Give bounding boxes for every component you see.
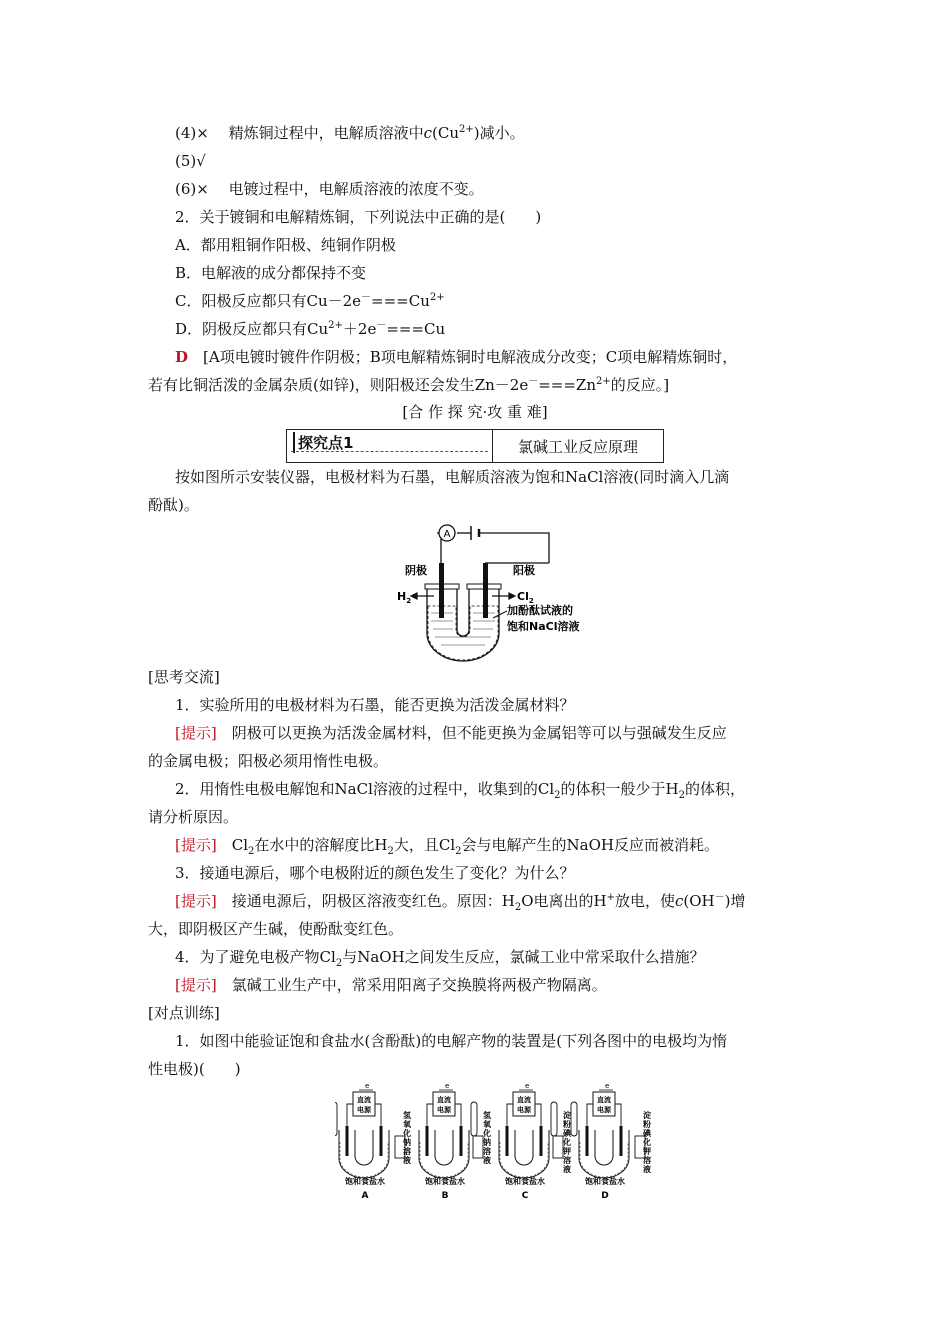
- side-solution-label: 钾: [643, 1147, 651, 1156]
- cathode-electrode: [439, 563, 444, 618]
- electrode-right: [540, 1126, 543, 1156]
- inquiry-topic: 氯碱工业反应原理: [517, 437, 638, 456]
- wire-left: [587, 1104, 593, 1128]
- think-question-4: 4．为了避免电极产物$Cl_2$与NaOH之间发生反应，氯碱工业中常采取什么措施？: [175, 948, 705, 969]
- tip-3-cont: 大，即阴极区产生碱，使酚酞变红色。: [148, 920, 404, 938]
- side-solution-label: 溶: [483, 1147, 491, 1156]
- option-label: C: [521, 1191, 529, 1201]
- answer-line-4: (4)× 精炼铜过程中，电解质溶液中$c(Cu^{2+})$减小。: [175, 124, 525, 142]
- option-label: A: [361, 1191, 369, 1201]
- power-label-2: 电源: [597, 1106, 611, 1114]
- electrode-left: [426, 1126, 429, 1156]
- option-label: D: [601, 1191, 609, 1201]
- dashed-rule: [291, 451, 488, 452]
- tip-1-cont: 的金属电极；阳极必须用惰性电极。: [148, 752, 389, 770]
- wire-right: [535, 1104, 541, 1128]
- option-a: A．都用粗铜作阳极、纯铜作阴极: [175, 236, 396, 254]
- think-question-3: 3．接通电源后，哪个电极附近的颜色发生了变化？为什么？: [175, 864, 575, 882]
- think-question-2: 2．用惰性电极电解饱和NaCl溶液的过程中，收集到的$Cl_2$的体积一般少于$H_2$的体积，: [175, 780, 746, 801]
- answer-line-6: (6)× 电镀过程中，电解质溶液的浓度不变。: [175, 180, 484, 198]
- electron-label: e: [605, 1082, 610, 1090]
- question-2: 2．关于镀铜和电解精炼铜，下列说法中正确的是( ): [175, 208, 542, 226]
- power-label-1: 直流: [437, 1096, 451, 1104]
- intro-line-2: 酚酞)。: [148, 496, 199, 514]
- power-label-2: 电源: [357, 1106, 371, 1114]
- side-solution-label: 淀: [563, 1111, 571, 1120]
- anode-electrode: [483, 563, 488, 618]
- saltwater-label: 饱和食盐水: [505, 1177, 545, 1186]
- side-solution-label: 液: [403, 1156, 411, 1165]
- side-solution-label: 化: [643, 1138, 651, 1147]
- side-solution-label: 钠: [403, 1138, 411, 1147]
- option-c: C．阳极反应都只有$Cu-2e^-===Cu^{2+}$: [175, 292, 445, 310]
- side-solution-label: 液: [483, 1156, 491, 1165]
- electron-label: e: [365, 1082, 370, 1090]
- tip-1: [提示] 阴极可以更换为活泼金属材料，但不能更换为金属铝等可以与强碱发生反应: [175, 724, 727, 742]
- inquiry-heading: [286, 429, 664, 463]
- tip-label: [提示]: [175, 836, 217, 854]
- electrode-left: [506, 1126, 509, 1156]
- apparatus-option-d: [571, 1082, 652, 1201]
- saltwater-label: 饱和食盐水: [585, 1177, 625, 1186]
- wire-right: [455, 1104, 461, 1128]
- electrode-right: [460, 1126, 463, 1156]
- side-solution-label: 溶: [643, 1156, 651, 1165]
- anode-label: 阳极: [513, 564, 535, 577]
- wire-left: [507, 1104, 513, 1128]
- wire-right: [375, 1104, 381, 1128]
- answer-letter: D: [175, 348, 189, 366]
- train-heading: [对点训练]: [148, 1004, 220, 1022]
- side-solution-label: 溶: [563, 1156, 571, 1165]
- practice-question-1-cont: 性电极)( ): [148, 1060, 241, 1078]
- answer-explanation-line-1: D [A项电镀时镀件作阴极；B项电解精炼铜时电解液成分改变；C项电解精炼铜时，: [175, 348, 738, 366]
- power-label-2: 电源: [437, 1106, 451, 1114]
- tip-4: [提示] 氯碱工业生产中，常采用阳离子交换膜将两极产物隔离。: [175, 976, 607, 994]
- tip-label: [提示]: [175, 976, 217, 994]
- option-label: B: [441, 1191, 449, 1201]
- answer-line-5: (5)√: [175, 152, 206, 170]
- side-solution-label: 淀: [643, 1111, 651, 1120]
- gas-tube: [571, 1102, 577, 1136]
- wire-left: [427, 1104, 433, 1128]
- cl2-outlet: [492, 593, 515, 599]
- electrolysis-diagram: [395, 518, 595, 663]
- practice-question-1: 1．如图中能验证饱和食盐水(含酚酞)的电解产物的装置是(下列各图中的电极均为惰: [175, 1032, 728, 1050]
- gas-tube: [551, 1102, 557, 1136]
- electron-label: e: [525, 1082, 530, 1090]
- electrode-left: [586, 1126, 589, 1156]
- inquiry-point-label: 探究点1: [287, 430, 493, 462]
- intro-line-1: 按如图所示安装仪器，电极材料为石墨，电解质溶液为饱和NaCl溶液(同时滴入几滴: [175, 468, 730, 486]
- wire-left: [347, 1104, 353, 1128]
- side-solution-label: 氧: [403, 1120, 411, 1129]
- option-d: D．阴极反应都只有$Cu^{2+}+2e^-===Cu$: [175, 320, 446, 338]
- side-solution-label: 氧: [483, 1120, 491, 1129]
- cl2-label: $Cl_2$: [517, 590, 534, 605]
- cathode-label: 阴极: [405, 564, 427, 577]
- power-label-1: 直流: [517, 1096, 531, 1104]
- power-label-1: 直流: [357, 1096, 371, 1104]
- wire-right: [615, 1104, 621, 1128]
- electron-label: e: [445, 1082, 450, 1090]
- gas-tube: [335, 1102, 337, 1136]
- think-question-2-cont: 请分析原因。: [148, 808, 239, 826]
- electrode-left: [346, 1126, 349, 1156]
- side-solution-label: 液: [563, 1165, 571, 1174]
- mark: (4)×: [175, 124, 209, 142]
- electrode-right: [380, 1126, 383, 1156]
- think-heading: [思考交流]: [148, 668, 220, 686]
- apparatus-option-c: [499, 1082, 572, 1201]
- side-solution-label: 碘: [563, 1129, 571, 1138]
- battery-icon: [471, 526, 479, 540]
- side-solution-label: 钾: [563, 1147, 571, 1156]
- apparatus-options-diagram: [335, 1078, 655, 1203]
- h2-label: $H_2$: [397, 590, 412, 605]
- electrode-right: [620, 1126, 623, 1156]
- power-label-1: 直流: [597, 1096, 611, 1104]
- saltwater-label: 饱和食盐水: [345, 1177, 385, 1186]
- side-solution-label: 化: [563, 1138, 571, 1147]
- tip-label: [提示]: [175, 892, 217, 910]
- solution-label-2: 饱和NaCl溶液: [507, 620, 580, 633]
- ammeter-label: A: [443, 529, 451, 540]
- side-solution-label: 氢: [403, 1111, 411, 1120]
- gas-tube: [471, 1102, 477, 1136]
- apparatus-option-b: [419, 1082, 492, 1201]
- u-tube: [427, 586, 499, 661]
- apparatus-option-a: [335, 1082, 412, 1201]
- side-solution-label: 氢: [483, 1111, 491, 1120]
- section-title: [合 作 探 究·攻 重 难]: [402, 403, 548, 421]
- side-solution-label: 钠: [483, 1138, 491, 1147]
- saltwater-label: 饱和食盐水: [425, 1177, 465, 1186]
- power-label-2: 电源: [517, 1106, 531, 1114]
- tip-2: [提示] $Cl_2$在水中的溶解度比$H_2$大，且$Cl_2$会与电解产生的NaOH反应而被消耗。: [175, 836, 719, 857]
- option-b: B．电解液的成分都保持不变: [175, 264, 367, 282]
- answer-explanation-line-2: 若有比铜活泼的金属杂质(如锌)，则阳极还会发生$Zn-2e^-===Zn^{2+}$的反应。]: [148, 376, 670, 394]
- h2-outlet: [411, 593, 434, 599]
- side-solution-label: 碘: [643, 1129, 651, 1138]
- leader-line: [493, 611, 507, 618]
- tip-3: [提示] 接通电源后，阴极区溶液变红色。原因：$H_2O$电离出的H+放电，使c(OH－)增: [175, 892, 746, 913]
- side-beaker: [473, 1136, 483, 1158]
- think-question-1: 1．实验所用的电极材料为石墨，能否更换为活泼金属材料？: [175, 696, 575, 714]
- side-solution-label: 液: [643, 1165, 651, 1174]
- side-solution-label: 化: [403, 1129, 411, 1138]
- side-solution-label: 化: [483, 1129, 491, 1138]
- side-solution-label: 粉: [643, 1120, 651, 1129]
- side-beaker: [553, 1136, 563, 1158]
- solution-label-1: 加酚酞试液的: [507, 604, 573, 617]
- side-solution-label: 粉: [563, 1120, 571, 1129]
- tip-label: [提示]: [175, 724, 217, 742]
- side-solution-label: 溶: [403, 1147, 411, 1156]
